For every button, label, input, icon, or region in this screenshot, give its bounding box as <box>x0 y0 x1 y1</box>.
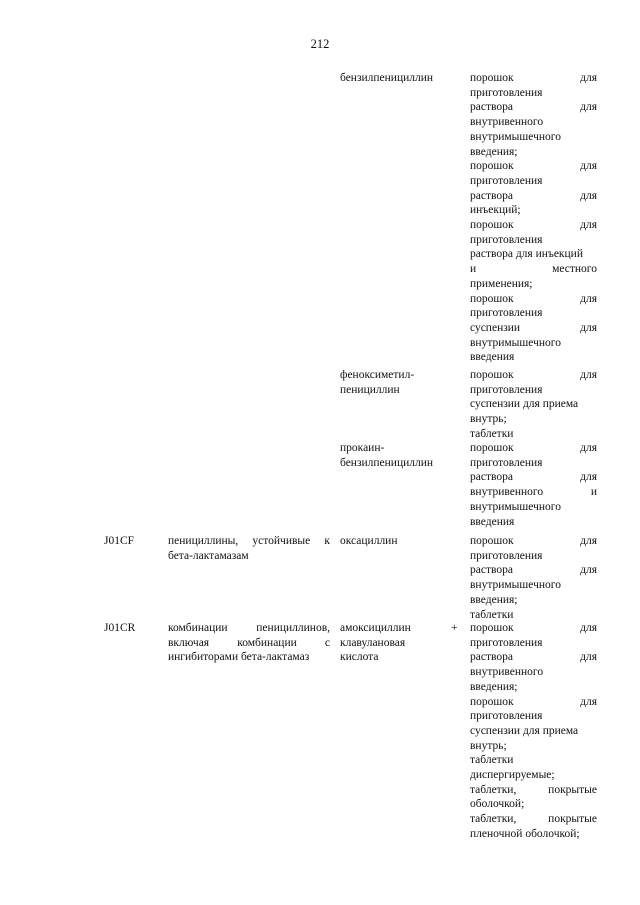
dosage-form-line <box>470 262 597 277</box>
drug-name-line: амоксициллин <box>340 622 411 634</box>
group-line-word: пенициллины, <box>168 535 239 547</box>
drug-name-line: бензилпенициллин <box>340 72 434 84</box>
dosage-form-line-word: приготовления <box>470 383 543 396</box>
group-line-word: пенициллинов, <box>256 622 330 634</box>
dosage-form-line-word: приготовления <box>470 307 543 320</box>
dosage-form-line <box>470 470 597 485</box>
dosage-form-line-word: таблетки <box>470 427 514 440</box>
dosage-form-line <box>470 159 597 174</box>
atc-code: J01CR <box>104 622 136 634</box>
dosage-form-line <box>470 578 597 593</box>
group-line <box>168 636 330 651</box>
dosage-form-line-word: для <box>580 219 597 232</box>
drug-name-line: оксациллин <box>340 535 398 547</box>
dosage-form-line <box>470 768 597 783</box>
dosage-form-line-word: пленочной оболочкой; <box>470 827 580 840</box>
dosage-form-line <box>470 247 597 262</box>
dosage-form-line-word: порошок <box>470 160 514 173</box>
dosage-form-line-word: инъекций; <box>470 204 521 217</box>
dosage-form-line-word: внутривенного <box>470 116 544 129</box>
combination-plus: + <box>451 622 458 634</box>
group-line-word: ингибиторами бета-лактамаз <box>168 651 310 664</box>
dosage-form-line-word: для <box>580 369 597 381</box>
drug-name <box>340 621 460 665</box>
dosage-form-line <box>470 368 597 383</box>
drug-name <box>340 534 460 549</box>
dosage-form-line <box>470 797 597 812</box>
drug-name-line: клавулановая <box>340 636 406 649</box>
pharmacological-group <box>168 621 330 665</box>
dosage-form-line <box>470 189 597 204</box>
dosage-form-line-word: покрытые <box>548 783 597 796</box>
group-line <box>168 621 330 636</box>
dosage-form-line-word: порошок <box>470 535 514 547</box>
dosage-form-line-word: раствора <box>470 564 513 577</box>
dosage-form-line-word: раствора <box>470 471 513 484</box>
drug-name-line: пенициллин <box>340 383 400 396</box>
dosage-form-line-word: таблетки <box>470 608 514 621</box>
dosage-form-line <box>470 277 597 292</box>
drug-name <box>340 441 460 470</box>
dosage-form-line-word: для <box>580 72 597 84</box>
dosage-form-line-word: введения <box>470 351 515 364</box>
dosage-form-line-word: введения; <box>470 593 518 606</box>
dosage-form-line-word: внутримышечного <box>470 130 561 143</box>
dosage-form-line <box>470 534 597 549</box>
dosage-form-line <box>470 292 597 307</box>
dosage-form-line-word: суспензии <box>470 321 521 334</box>
dosage-form-line <box>470 563 597 578</box>
dosage-form-line-word: внутримышечного <box>470 579 561 592</box>
drug-name-line: кислота <box>340 651 379 664</box>
dosage-form-line <box>470 515 597 530</box>
dosage-form-line-word: введения <box>470 515 515 528</box>
dosage-form-line-word: таблетки <box>470 754 514 767</box>
dosage-form-line <box>470 441 597 456</box>
dosage-form-line-word: для <box>580 651 597 664</box>
dosage-form-line <box>470 709 597 724</box>
dosage-form-line <box>470 724 597 739</box>
dosage-form-line-word: введения; <box>470 680 518 693</box>
dosage-form-line <box>470 680 597 695</box>
dosage-form-line <box>470 827 597 842</box>
dosage-form-line-word: приготовления <box>470 549 543 562</box>
dosage-form-line-word: порошок <box>470 292 514 305</box>
dosage-form-line <box>470 145 597 160</box>
dosage-form-line-word: оболочкой; <box>470 798 525 811</box>
drug-name <box>340 368 460 397</box>
dosage-form-line-word: внутрь; <box>470 739 507 752</box>
dosage-form-line <box>470 593 597 608</box>
drug-name-line: прокаин- <box>340 442 385 454</box>
dosage-form-line-word: для <box>580 471 597 484</box>
dosage-form-line-word: покрытые <box>548 813 597 826</box>
dosage-form-line-word: приготовления <box>470 174 543 187</box>
dosage-form-line <box>470 174 597 189</box>
dosage-forms <box>470 441 597 529</box>
dosage-form-line-word: диспергируемые; <box>470 769 555 782</box>
dosage-form-line <box>470 130 597 145</box>
dosage-form-line <box>470 500 597 515</box>
dosage-form-line-word: раствора <box>470 101 513 114</box>
dosage-forms <box>470 534 597 622</box>
dosage-form-line <box>470 665 597 680</box>
group-line-word: с <box>324 636 330 649</box>
dosage-form-line <box>470 427 597 442</box>
dosage-form-line-word: приготовления <box>470 636 543 649</box>
dosage-form-line <box>470 350 597 365</box>
dosage-form-line-word: для <box>580 101 597 114</box>
dosage-form-line-word: порошок <box>470 369 514 381</box>
dosage-form-line-word: для <box>580 535 597 547</box>
dosage-form-line-word: таблетки, <box>470 783 517 796</box>
dosage-forms <box>470 621 597 842</box>
dosage-form-line <box>470 739 597 754</box>
dosage-form-line-word: внутривенного <box>470 666 544 679</box>
dosage-form-line <box>470 233 597 248</box>
dosage-form-line-word: для <box>580 160 597 173</box>
dosage-form-line-word: для <box>580 189 597 202</box>
dosage-form-line-word: раствора для инъекций <box>470 248 583 261</box>
dosage-form-line <box>470 86 597 101</box>
group-line-word: комбинации <box>168 622 228 634</box>
dosage-form-line <box>470 485 597 500</box>
atc-code: J01CF <box>104 535 135 547</box>
dosage-form-line <box>470 783 597 798</box>
group-line <box>168 534 330 549</box>
dosage-form-line <box>470 753 597 768</box>
page-number: 212 <box>310 37 330 51</box>
dosage-forms <box>470 368 597 442</box>
dosage-form-line-word: порошок <box>470 695 514 708</box>
group-line <box>168 549 330 564</box>
dosage-form-line-word: раствора <box>470 651 513 664</box>
dosage-form-line-word: местного <box>552 263 597 276</box>
dosage-form-line <box>470 621 597 636</box>
dosage-form-line <box>470 608 597 623</box>
dosage-form-line <box>470 100 597 115</box>
dosage-form-line-word: внутримышечного <box>470 500 561 513</box>
dosage-form-line <box>470 549 597 564</box>
dosage-form-line <box>470 812 597 827</box>
dosage-form-line <box>470 412 597 427</box>
dosage-form-line-word: порошок <box>470 219 514 232</box>
dosage-form-line-word: таблетки, <box>470 813 517 826</box>
dosage-form-line-word: для <box>580 622 597 634</box>
dosage-form-line-word: приготовления <box>470 710 543 723</box>
dosage-form-line-word: суспензии для приема <box>470 398 579 411</box>
dosage-form-line <box>470 456 597 471</box>
dosage-form-line <box>470 383 597 398</box>
dosage-form-line <box>470 695 597 710</box>
drug-name <box>340 71 460 86</box>
dosage-form-line-word: введения; <box>470 145 518 158</box>
dosage-form-line-word: для <box>580 564 597 577</box>
group-line-word: включая <box>168 636 210 649</box>
dosage-form-line-word: порошок <box>470 72 514 84</box>
dosage-form-line <box>470 636 597 651</box>
dosage-form-line <box>470 397 597 412</box>
dosage-form-line <box>470 650 597 665</box>
dosage-forms <box>470 71 597 365</box>
dosage-form-line <box>470 336 597 351</box>
dosage-form-line <box>470 306 597 321</box>
dosage-form-line <box>470 218 597 233</box>
dosage-form-line <box>470 115 597 130</box>
group-line-word: к <box>324 535 330 547</box>
pharmacological-group <box>168 534 330 563</box>
dosage-form-line-word: для <box>580 292 597 305</box>
dosage-form-line-word: применения; <box>470 277 533 290</box>
dosage-form-line-word: приготовления <box>470 86 543 99</box>
dosage-form-line-word: порошок <box>470 442 514 454</box>
dosage-form-line-word: для <box>580 695 597 708</box>
dosage-form-line-word: раствора <box>470 189 513 202</box>
dosage-form-line-word: порошок <box>470 622 514 634</box>
group-line-word: бета-лактамазам <box>168 549 249 562</box>
dosage-form-line-word: внутримышечного <box>470 336 561 349</box>
dosage-form-line <box>470 321 597 336</box>
dosage-form-line-word: внутривенного <box>470 486 544 499</box>
dosage-form-line-word: для <box>580 442 597 454</box>
dosage-form-line <box>470 203 597 218</box>
dosage-form-line-word: приготовления <box>470 233 543 246</box>
dosage-form-line-word: суспензии для приема <box>470 724 579 737</box>
dosage-form-line <box>470 71 597 86</box>
group-line <box>168 650 330 665</box>
drug-name-line: феноксиметил- <box>340 369 415 381</box>
dosage-form-line-word: для <box>580 321 597 334</box>
dosage-form-line-word: и <box>470 263 477 276</box>
group-line-word: комбинации <box>237 636 297 649</box>
dosage-form-line-word: внутрь; <box>470 413 507 426</box>
dosage-form-line-word: и <box>590 486 597 499</box>
dosage-form-line-word: приготовления <box>470 456 543 469</box>
drug-name-line: бензилпенициллин <box>340 456 434 469</box>
group-line-word: устойчивые <box>252 535 311 547</box>
